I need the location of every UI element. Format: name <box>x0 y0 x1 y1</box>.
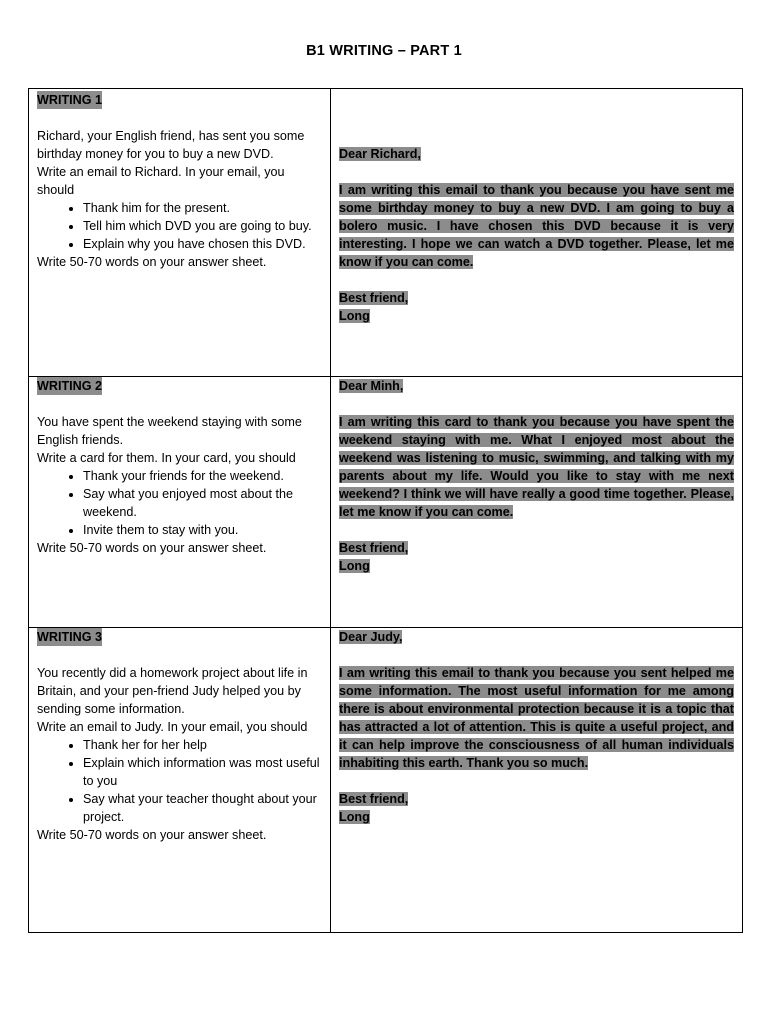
list-item: • Thank him for the present. <box>83 199 322 217</box>
list-item: • Thank your friends for the weekend. <box>83 467 322 485</box>
task-intro: You recently did a homework project about life in Britain, and your pen-friend Judy helped you by sending some information. <box>37 666 308 716</box>
task-cell <box>29 377 331 628</box>
task-instruction: Write an email to Judy. In your email, you should <box>37 720 308 734</box>
task-instruction: Write an email to Richard. In your email, you should <box>37 165 285 197</box>
task-cell <box>29 89 331 377</box>
answer-body: I am writing this card to thank you because you have spent the weekend staying with me. What I enjoyed most about the weekend was listening to music, swimming, and talking with my parents about my life. Would you like to stay with me next weekend? I think we will have really a good time together. Please, let me know if you can come. <box>339 415 734 519</box>
task-closing: Write 50-70 words on your answer sheet. <box>37 541 267 555</box>
table-row <box>29 377 743 628</box>
writing-tasks-table <box>28 88 743 933</box>
answer-signoff: Best friend, <box>339 291 409 305</box>
task-bullet-list <box>37 199 322 253</box>
table-row <box>29 89 743 377</box>
answer-signoff: Best friend, <box>339 541 409 555</box>
list-item: • Invite them to stay with you. <box>83 521 322 539</box>
task-instruction: Write a card for them. In your card, you should <box>37 451 296 465</box>
task-label: WRITING 1 <box>37 93 103 107</box>
list-item: • Tell him which DVD you are going to buy. <box>83 217 322 235</box>
list-item: • Say what your teacher thought about your project. <box>83 790 322 826</box>
answer-greeting: Dear Richard, <box>339 147 421 161</box>
answer-greeting: Dear Judy, <box>339 630 403 644</box>
list-item: • Explain why you have chosen this DVD. <box>83 235 322 253</box>
task-label: WRITING 3 <box>37 630 103 644</box>
answer-body: I am writing this email to thank you because you sent helped me some information. The most useful information for me among there is about environmental protection because it is a topic that has attracted a lot of attention. This is quite a useful project, and it can help improve the consciousness of all human individuals inhabiting this earth. Thank you so much. <box>339 666 734 770</box>
task-closing: Write 50-70 words on your answer sheet. <box>37 828 267 842</box>
task-cell <box>29 628 331 933</box>
task-intro: Richard, your English friend, has sent you some birthday money for you to buy a new DVD. <box>37 129 305 161</box>
answer-name: Long <box>339 309 370 323</box>
task-label: WRITING 2 <box>37 379 103 393</box>
page-title: B1 WRITING – PART 1 <box>306 43 462 59</box>
answer-name: Long <box>339 559 370 573</box>
list-item: • Thank her for her help <box>83 736 322 754</box>
list-item: • Explain which information was most useful to you <box>83 754 322 790</box>
answer-cell <box>331 628 743 933</box>
task-closing: Write 50-70 words on your answer sheet. <box>37 255 267 269</box>
task-bullet-list <box>37 736 322 826</box>
answer-signoff: Best friend, <box>339 792 409 806</box>
table-row <box>29 628 743 933</box>
answer-cell <box>331 89 743 377</box>
answer-cell <box>331 377 743 628</box>
list-item: • Say what you enjoyed most about the weekend. <box>83 485 322 521</box>
task-intro: You have spent the weekend staying with some English friends. <box>37 415 302 447</box>
answer-greeting: Dear Minh, <box>339 379 404 393</box>
answer-body: I am writing this email to thank you because you have sent me some birthday money to buy a new DVD. I am going to buy a bolero music. I have chosen this DVD because it is very interesting. I hope we can watch a DVD together. Please, let me know if you can come. <box>339 183 734 269</box>
answer-name: Long <box>339 810 370 824</box>
task-bullet-list <box>37 467 322 539</box>
